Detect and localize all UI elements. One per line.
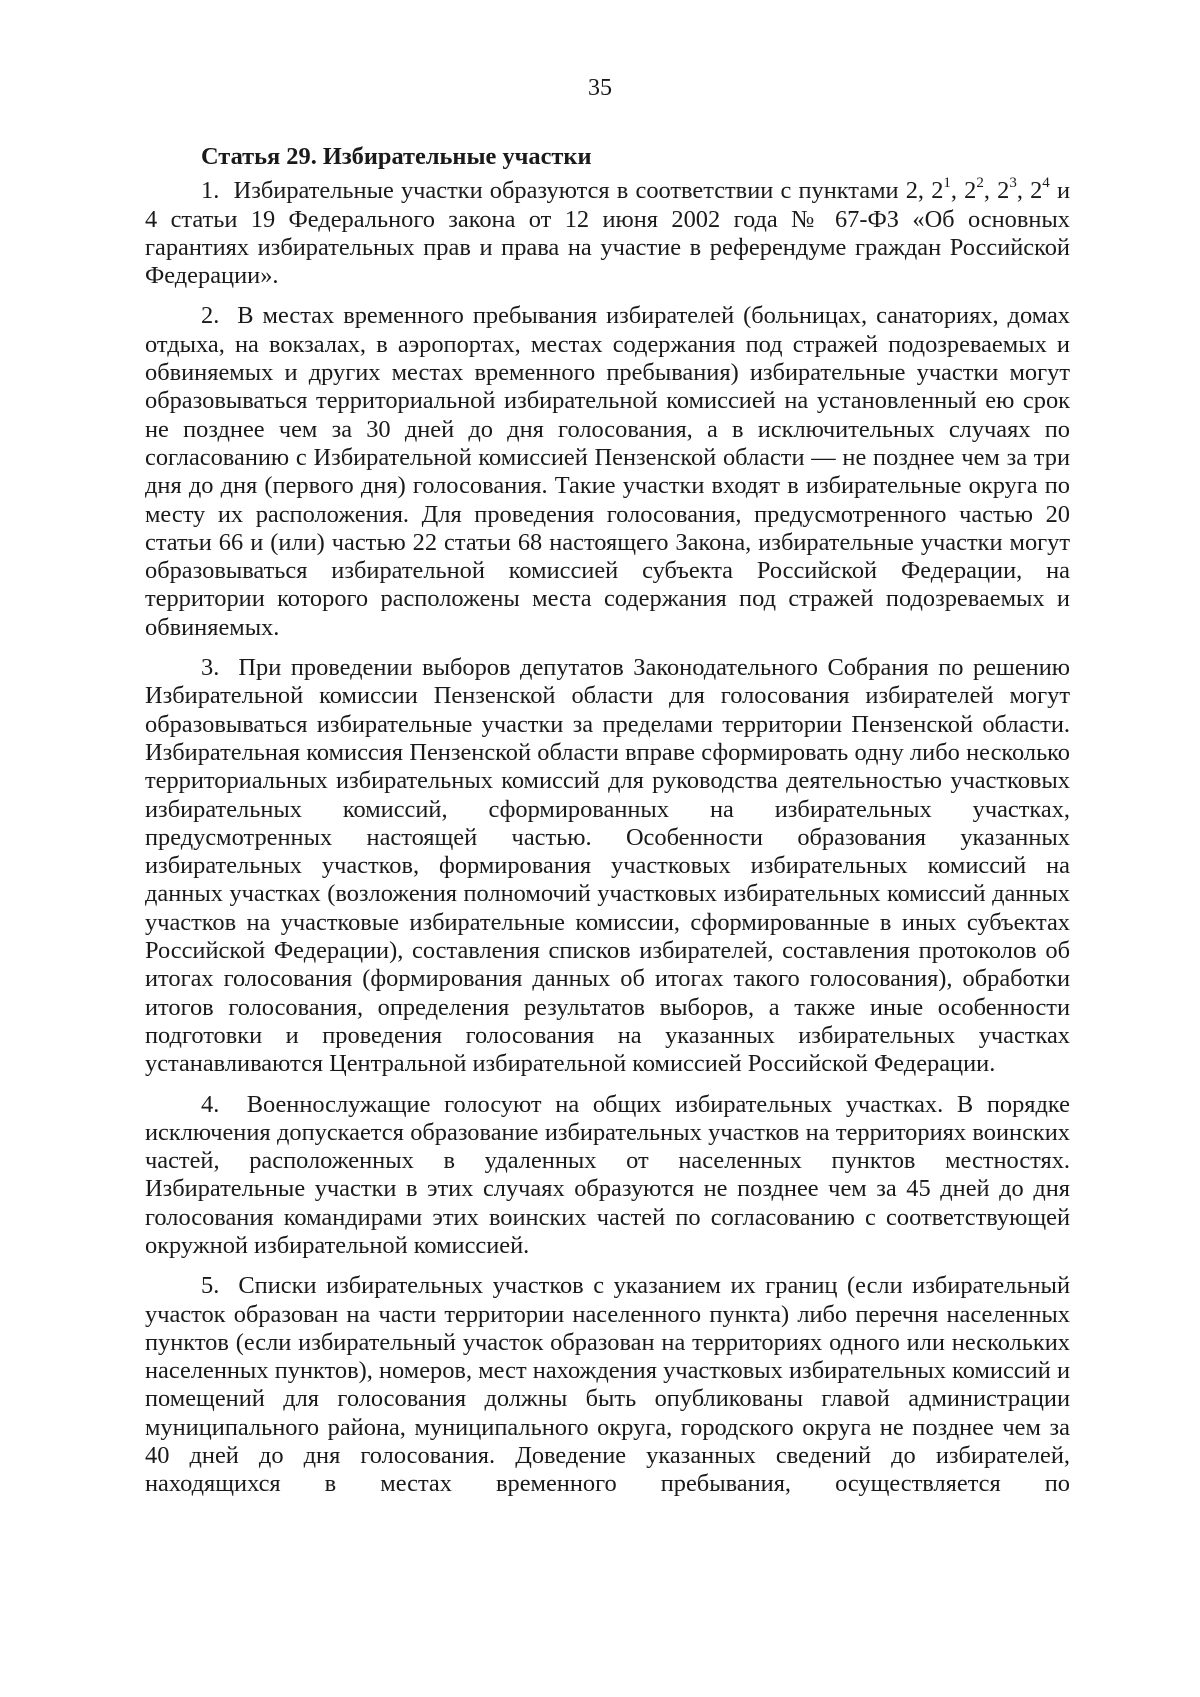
paragraph-number: 2.	[201, 302, 220, 330]
paragraph-number: 1.	[201, 177, 220, 205]
paragraph-1	[145, 177, 1070, 290]
paragraph-text: и 4 статьи 19 Федерального закона от 12 июня 2002 года № 67-ФЗ «Об основных гарантиях избирательных прав и права на участие в референдуме граждан Российской Федерации».	[145, 177, 1071, 290]
paragraph-number: 4.	[201, 1090, 220, 1118]
paragraph-4	[145, 1091, 1070, 1261]
paragraph-5	[145, 1272, 1070, 1498]
document-body	[145, 143, 1070, 1499]
article-title: Статья 29. Избирательные участки	[201, 143, 592, 170]
paragraph-number: 3.	[201, 654, 220, 682]
superscript: 1	[943, 175, 951, 192]
superscript: 4	[1042, 175, 1050, 192]
superscript: 2	[976, 175, 984, 192]
paragraph-text: , 2	[950, 177, 977, 205]
paragraph-2	[145, 302, 1070, 642]
paragraph-text: Военнослужащие голосуют на общих избирательных участках. В порядке исключения допускается образование избирательных участков на территориях воинских частей, расположенных в удаленных от населенных пунктов местностях. Избирательные участки в этих случаях образуются не позднее чем за 45 дней до дня голосования командирами этих воинских частей по согласованию с соответствующей окружной избирательной комиссией.	[145, 1090, 1070, 1259]
paragraph-text: В местах временного пребывания избирателей (больницах, санаториях, домах отдыха, на вокзалах, в аэропортах, местах содержания под стражей подозреваемых и обвиняемых и других местах временного пребывания) избирательные участки могут образовываться территориальной избирательной комиссией на установленный ею срок не позднее чем за 30 дней до дня голосования, а в исключительных случаях по согласованию с Избирательной комиссией Пензенской области — не позднее чем за три дня до дня (первого дня) голосования. Такие участки входят в избирательные округа по месту их расположения. Для проведения голосования, предусмотренного частью 20 статьи 66 и (или) частью 22 статьи 68 настоящего Закона, избирательные участки могут образовываться избирательной комиссией субъекта Российской Федерации, на территории которого расположены места содержания под стражей подозреваемых и обвиняемых.	[145, 302, 1070, 641]
paragraph-text: , 2	[983, 177, 1010, 205]
paragraph-text: Списки избирательных участков с указанием их границ (если избирательный участок образован на части территории населенного пункта) либо перечня населенных пунктов (если избирательный участок образован на территориях одного или нескольких населенных пунктов), номеров, мест нахождения участковых избирательных комиссий и помещений для голосования должны быть опубликованы главой администрации муниципального района, муниципального округа, городского округа не позднее чем за 40 дней до дня голосования. Доведение указанных сведений до избирателей, находящихся в местах временного пребывания, осуществляется по	[145, 1272, 1070, 1498]
paragraph-3	[145, 654, 1070, 1078]
paragraph-text: При проведении выборов депутатов Законодательного Собрания по решению Избирательной комиссии Пензенской области для голосования избирателей могут образовываться избирательные участки за пределами территории Пензенской области. Избирательная комиссия Пензенской области вправе сформировать одну либо несколько территориальных избирательных комиссий для руководства деятельностью участковых избирательных комиссий, сформированных на избирательных участках, предусмотренных настоящей частью. Особенности образования указанных избирательных участков, формирования участковых избирательных комиссий на данных участках (возложения полномочий участковых избирательных комиссий данных участков на участковые избирательные комиссии, сформированные в иных субъектах Российской Федерации), составления списков избирателей, составления протоколов об итогах голосования (формирования данных об итогах такого голосования), обработки итогов голосования, определения результатов выборов, а также иные особенности подготовки и проведения голосования на указанных избирательных участках устанавливаются Центральной избирательной комиссией Российской Федерации.	[145, 654, 1070, 1078]
page-number: 35	[588, 75, 612, 101]
paragraph-text: , 2	[1016, 177, 1043, 205]
superscript: 3	[1009, 175, 1017, 192]
paragraph-number: 5.	[201, 1272, 220, 1300]
paragraph-text: Избирательные участки образуются в соответствии с пунктами 2, 2	[233, 177, 944, 205]
